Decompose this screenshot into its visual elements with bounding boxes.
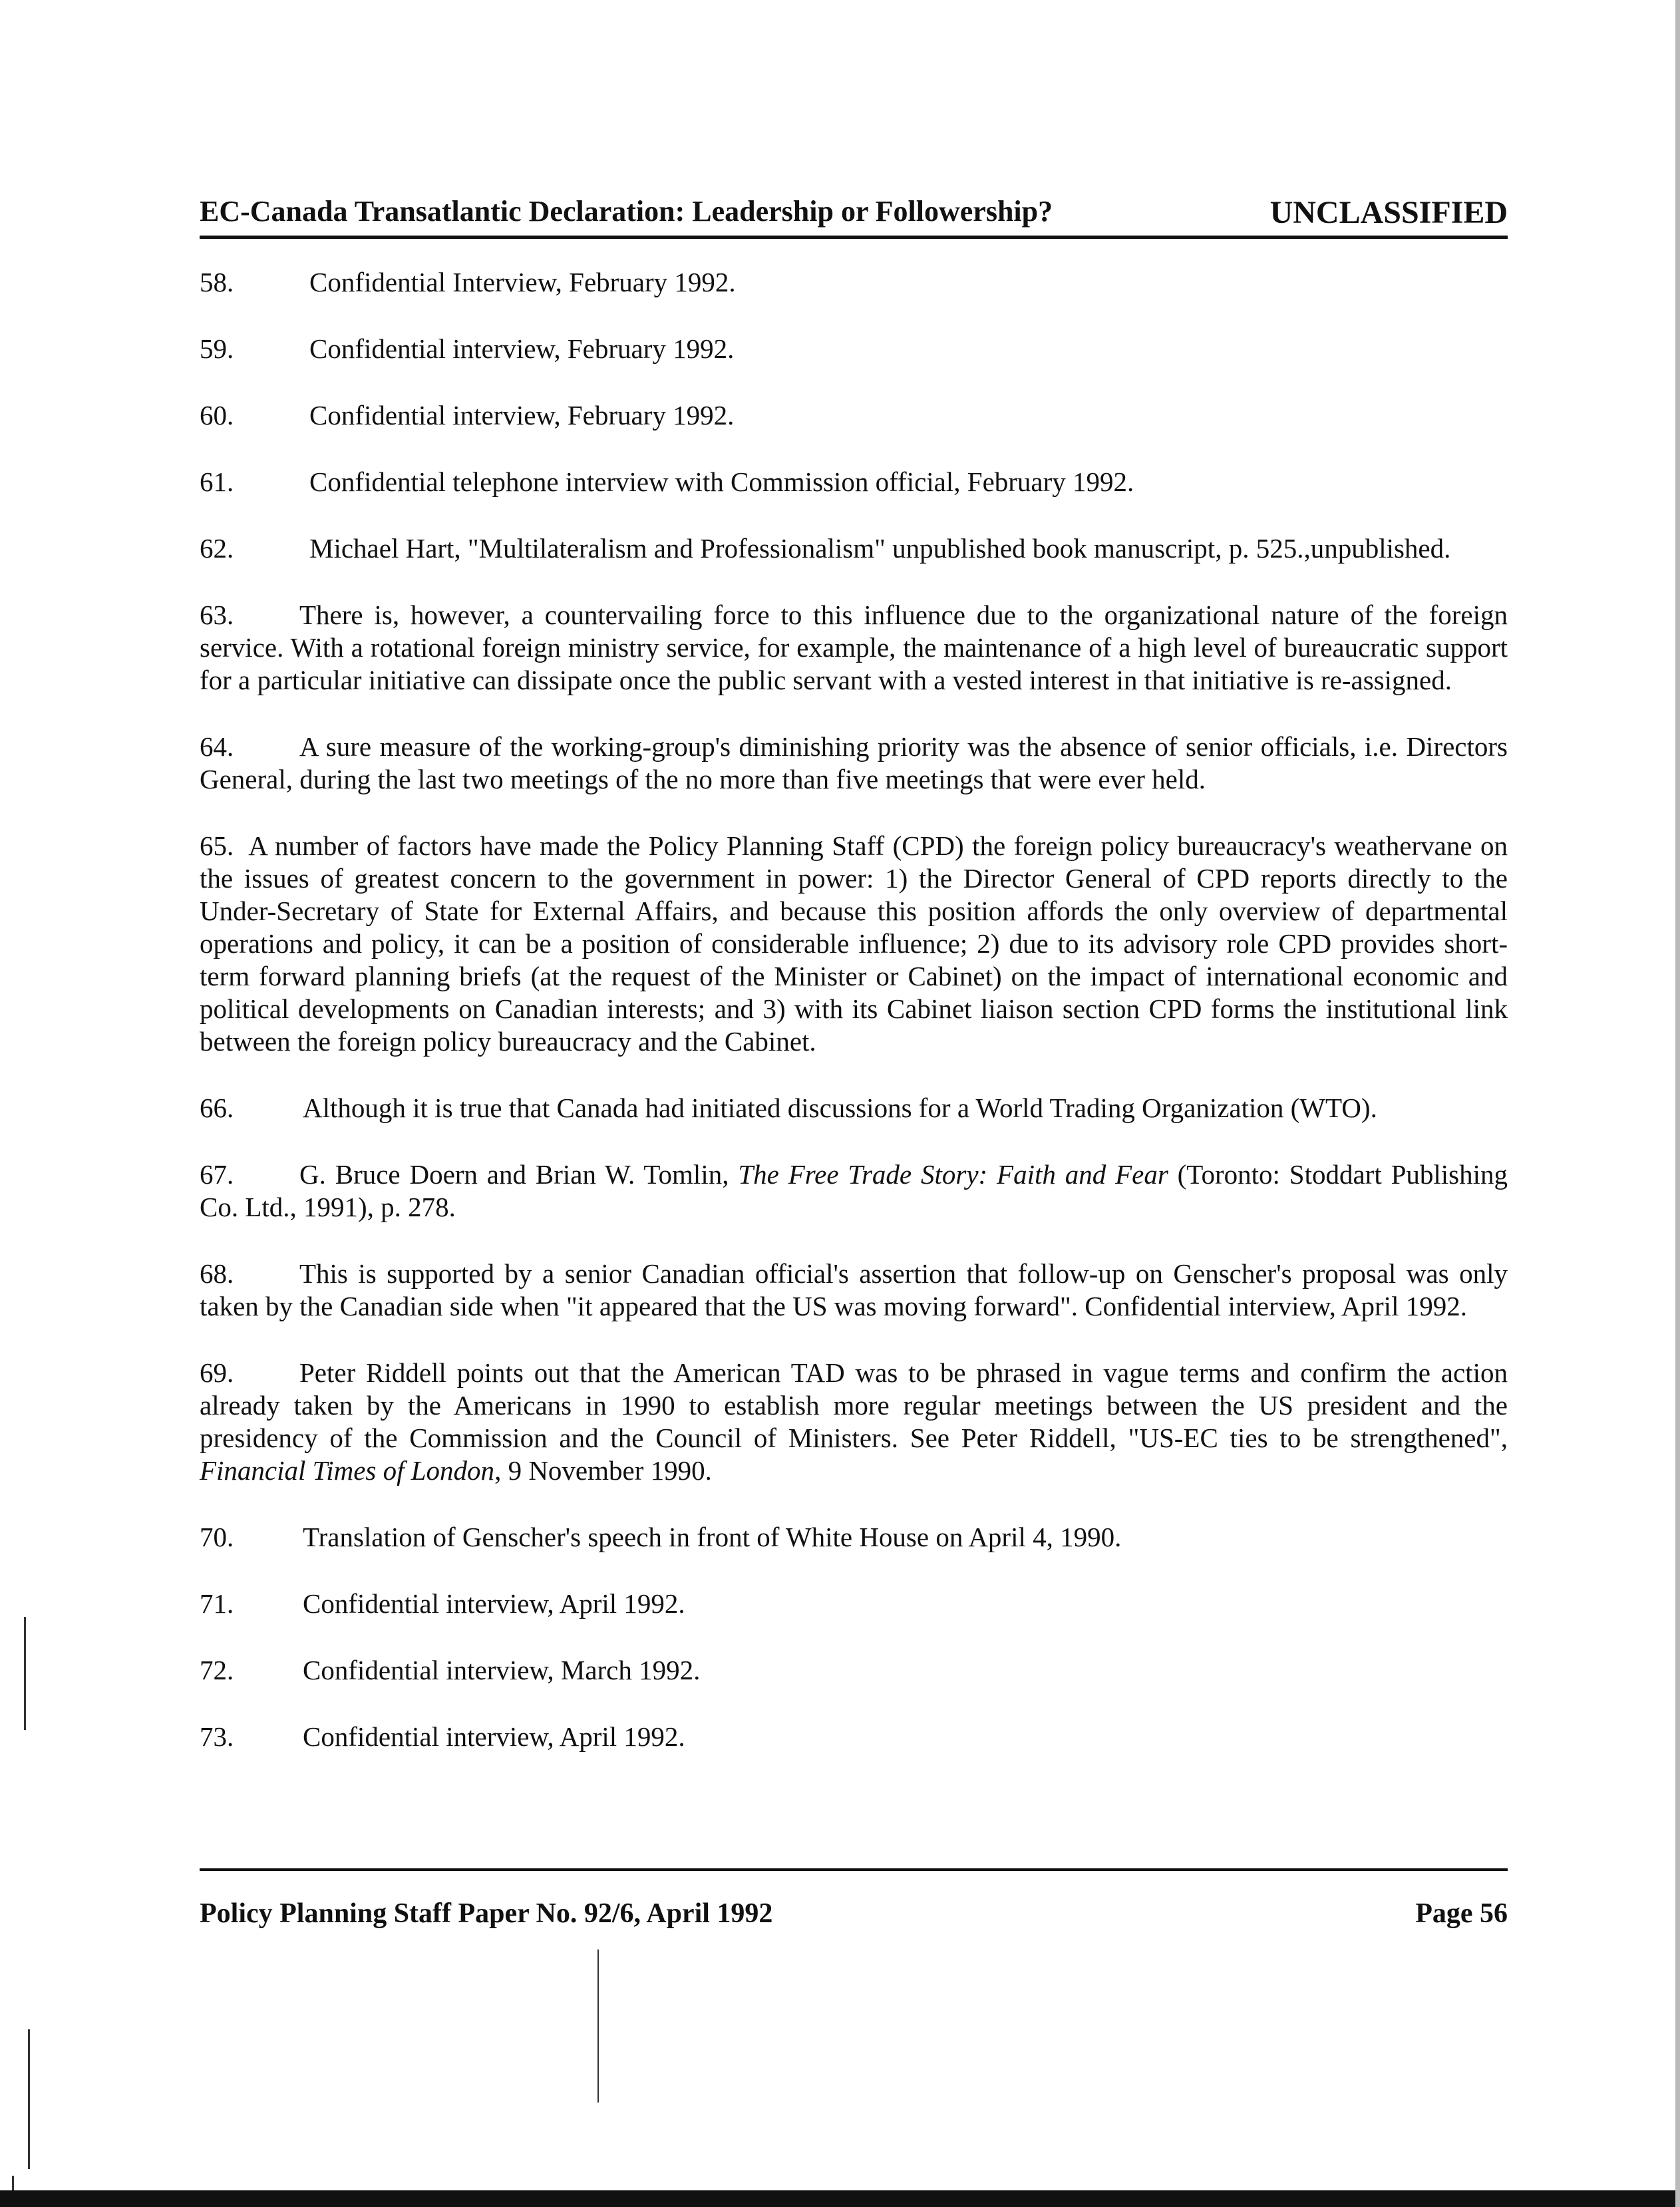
endnote-59 — [200, 333, 1508, 365]
page-header — [200, 194, 1508, 239]
endnote-text-after: , 9 November 1990. — [494, 1455, 712, 1486]
endnote-text-before: Peter Riddell points out that the American TAD was to be phrased in vague terms and confirm the action already taken by the Americans in 1990 to establish more regular meetings between the US president and the presidency of the Commission and the Council of Ministers. See Peter Riddell, "US-EC ties to be strengthened", — [200, 1357, 1508, 1453]
endnote-text: Translation of Genscher's speech in front of White House on April 4, 1990. — [303, 1522, 1122, 1552]
endnote-number: 65. — [200, 830, 234, 861]
endnote-58 — [200, 266, 1508, 299]
endnote-number: 68. — [200, 1258, 234, 1289]
endnote-text: Confidential telephone interview with Commission official, February 1992. — [309, 466, 1134, 497]
endnote-text: Confidential interview, February 1992. — [309, 400, 735, 430]
endnote-number: 63. — [200, 599, 234, 630]
endnote-71 — [200, 1588, 1508, 1620]
endnote-number: 60. — [200, 400, 234, 430]
scan-border-right — [1675, 0, 1680, 2207]
endnote-70 — [200, 1521, 1508, 1554]
page-footer — [200, 1898, 1508, 1938]
endnotes-list — [200, 266, 1508, 1787]
endnote-number: 72. — [200, 1655, 234, 1685]
endnote-number: 73. — [200, 1721, 234, 1752]
page-number: Page 56 — [1415, 1898, 1508, 1929]
endnote-text: Although it is true that Canada had initiated discussions for a World Trading Organization (WTO). — [303, 1093, 1377, 1123]
endnote-number: 71. — [200, 1588, 234, 1619]
endnote-number: 69. — [200, 1357, 234, 1388]
scan-mark — [28, 2029, 30, 2169]
endnote-text: A number of factors have made the Policy Planning Staff (CPD) the foreign policy bureaucracy's weathervane on the issues of greatest concern to the government in power: 1) the Director General of CPD reports directly to the Under-Secretary of State for External Affairs, and because this position affords the only overview of departmental operations and policy, it can be a position of considerable influence; 2) due to its advisory role CPD provides short-term forward planning briefs (at the request of the Minister or Cabinet) on the impact of international economic and political developments on Canadian interests; and 3) with its Cabinet liaison section CPD forms the institutional link between the foreign policy bureaucracy and the Cabinet. — [200, 830, 1508, 1057]
endnote-text: A sure measure of the working-group's diminishing priority was the absence of senior officials, i.e. Directors General, during the last two meetings of the no more than five meetings that were ever held. — [200, 731, 1508, 794]
endnote-number: 61. — [200, 466, 234, 497]
endnote-text-before: G. Bruce Doern and Brian W. Tomlin, — [299, 1159, 739, 1190]
endnote-text: Confidential interview, February 1992. — [309, 333, 735, 364]
endnote-60 — [200, 399, 1508, 432]
endnote-61 — [200, 466, 1508, 498]
publication-title: Financial Times of London — [200, 1455, 495, 1486]
endnote-number: 59. — [200, 333, 234, 364]
endnote-number: 66. — [200, 1093, 234, 1123]
endnote-63 — [200, 599, 1508, 697]
endnote-number: 67. — [200, 1159, 234, 1190]
endnote-number: 70. — [200, 1522, 234, 1552]
endnote-text-after: (Toronto: Stoddart Publishing Co. Ltd., 1991), p. 278. — [200, 1159, 1508, 1222]
endnote-number: 62. — [200, 533, 234, 564]
endnote-67 — [200, 1158, 1508, 1224]
endnote-text: Confidential interview, April 1992. — [303, 1588, 685, 1619]
endnote-72 — [200, 1654, 1508, 1687]
endnote-text: Confidential Interview, February 1992. — [309, 267, 736, 297]
endnote-text: Confidential interview, March 1992. — [303, 1655, 701, 1685]
scan-mark — [24, 1617, 26, 1730]
endnote-text: Michael Hart, "Multilateralism and Professionalism" unpublished book manuscript, p. 525.,unpublished. — [309, 533, 1451, 564]
paper-reference: Policy Planning Staff Paper No. 92/6, April 1992 — [200, 1898, 773, 1929]
endnote-64 — [200, 731, 1508, 796]
endnote-66 — [200, 1092, 1508, 1124]
endnote-number: 64. — [200, 731, 234, 762]
endnote-text: This is supported by a senior Canadian official's assertion that follow-up on Genscher's proposal was only taken by the Canadian side when "it appeared that the US was moving forward". Confidential interview, April 1992. — [200, 1258, 1508, 1321]
footer-rule — [200, 1868, 1508, 1871]
endnote-69 — [200, 1357, 1508, 1487]
document-title: EC-Canada Transatlantic Declaration: Leadership or Followership? — [200, 195, 1053, 228]
endnote-68 — [200, 1258, 1508, 1323]
endnote-65 — [200, 830, 1508, 1058]
endnote-62 — [200, 532, 1508, 565]
scan-mark — [597, 1950, 599, 2103]
endnote-text: There is, however, a countervailing force to this influence due to the organizational nature of the foreign service. With a rotational foreign ministry service, for example, the maintenance of a high level of bureaucratic support for a particular initiative can dissipate once the public servant with a vested interest in that initiative is re-assigned. — [200, 599, 1508, 695]
scan-border-bottom — [0, 2190, 1680, 2207]
endnote-text: Confidential interview, April 1992. — [303, 1721, 685, 1752]
endnote-number: 58. — [200, 267, 234, 297]
endnote-73 — [200, 1721, 1508, 1753]
scan-mark — [12, 2176, 14, 2190]
book-title: The Free Trade Story: Faith and Fear — [738, 1159, 1168, 1190]
classification-label: UNCLASSIFIED — [1269, 195, 1508, 230]
